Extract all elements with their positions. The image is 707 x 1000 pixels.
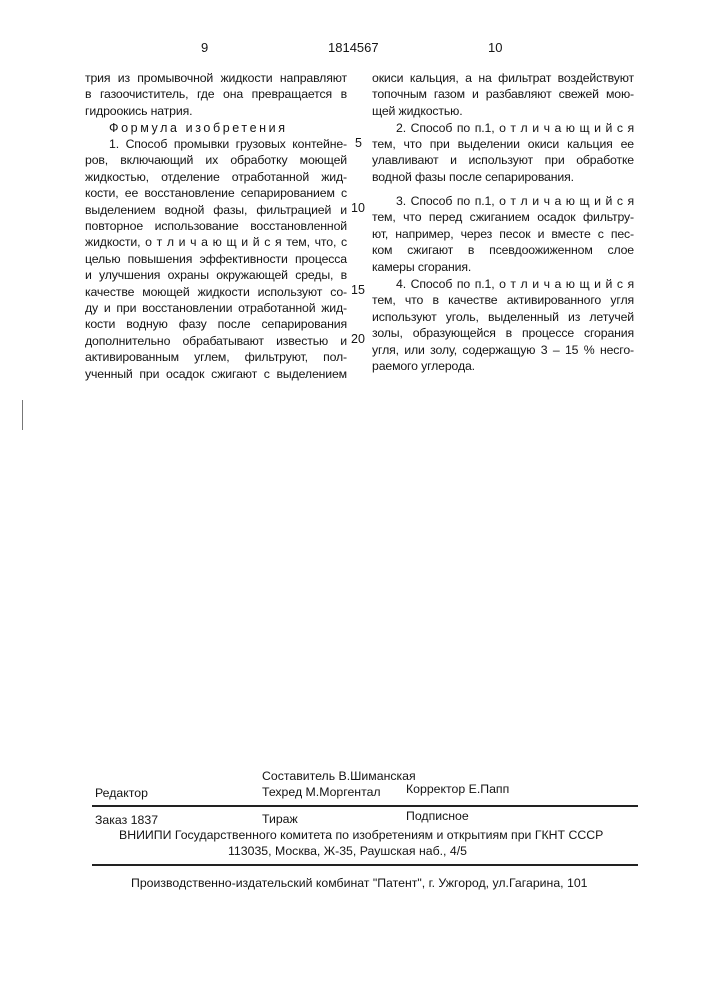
text-line: активированным углем, фильтруют, пол-	[85, 349, 347, 365]
text-line: 1. Способ промывки грузовых контейне-	[109, 136, 347, 152]
section-heading: Формула изобретения	[109, 120, 288, 136]
techred: Техред М.Моргентал	[262, 785, 381, 799]
subscription: Подписное	[406, 809, 469, 823]
text-line: трия из промывочной жидкости направляют	[85, 70, 347, 86]
text-line: кости, ее восстановление сепарированием с	[85, 185, 347, 201]
text-line: используют уголь, выделенный из летучей	[372, 309, 634, 325]
text-line: камеры сгорания.	[372, 259, 634, 275]
text-line: тем, что при выделении окиси кальция ее	[372, 136, 634, 152]
text-line: водной фазы после сепарирования.	[372, 169, 634, 185]
text-line: улавливают и используют при обработке	[372, 152, 634, 168]
text-line: дополнительно обрабатывают известью и	[85, 333, 347, 349]
divider	[92, 805, 638, 807]
text-line: ют, например, через песок и вместе с пес-	[372, 226, 634, 242]
text-line: жидкостью, отделение отработанной жид-	[85, 169, 347, 185]
circulation: Тираж	[262, 812, 298, 826]
line-number-5: 5	[355, 136, 362, 150]
text-line: угля, или золу, содержащую 3 – 15 % несго-	[372, 342, 634, 358]
editor: Редактор	[95, 786, 148, 800]
text-line: 3. Способ по п.1, о т л и ч а ю щ и й с я	[396, 193, 634, 209]
text-line: щей жидкостью.	[372, 103, 634, 119]
scan-mark	[22, 400, 23, 430]
text-line: гидроокись натрия.	[85, 103, 347, 119]
text-line: тем, что перед сжиганием осадок фильтру-	[372, 209, 634, 225]
text-line: повторное использование восстановленной	[85, 218, 347, 234]
line-number-10: 10	[351, 201, 365, 215]
text-line: выделением водной фазы, фильтрацией и	[85, 202, 347, 218]
text-line: тем, что в качестве активированного угля	[372, 292, 634, 308]
compiler: Составитель В.Шиманская	[262, 769, 416, 783]
institution: ВНИИПИ Государственного комитета по изобретениям и открытиям при ГКНТ СССР	[119, 828, 603, 842]
page-number-right: 10	[488, 40, 502, 55]
text-line: 2. Способ по п.1, о т л и ч а ю щ и й с я	[396, 120, 634, 136]
corrector: Корректор Е.Папп	[406, 782, 509, 796]
publisher: Производственно-издательский комбинат "Патент", г. Ужгород, ул.Гагарина, 101	[131, 876, 588, 890]
text-line: в газоочиститель, где она превращается в	[85, 86, 347, 102]
text-line: ду и при восстановлении отработанной жид-	[85, 300, 347, 316]
line-number-15: 15	[351, 283, 365, 297]
text-line: ком сжигают в псевдоожиженном слое	[372, 242, 634, 258]
address: 113035, Москва, Ж-35, Раушская наб., 4/5	[228, 844, 467, 858]
page-number-left: 9	[201, 40, 208, 55]
text-line: топочным газом и разбавляют свежей мою-	[372, 86, 634, 102]
text-line: кости водную фазу после сепарирования	[85, 316, 347, 332]
text-line: золы, образующейся в процессе сгорания	[372, 325, 634, 341]
line-number-20: 20	[351, 332, 365, 346]
text-line: жидкости, о т л и ч а ю щ и й с я тем, что, с	[85, 234, 347, 250]
text-line: окиси кальция, а на фильтрат воздействуют	[372, 70, 634, 86]
patent-number: 1814567	[328, 40, 379, 55]
text-line: качестве моющей жидкости используют со-	[85, 284, 347, 300]
text-line: ров, включающий их обработку моющей	[85, 152, 347, 168]
text-line	[372, 177, 634, 193]
text-line: целью повышения эффективности процесса	[85, 251, 347, 267]
text-line: 4. Способ по п.1, о т л и ч а ю щ и й с я	[396, 276, 634, 292]
divider	[92, 864, 638, 866]
text-line: ученный при осадок сжигают с выделением	[85, 366, 347, 382]
order: Заказ 1837	[95, 813, 158, 827]
text-line: и улучшения охраны окружающей среды, в	[85, 267, 347, 283]
text-line: раемого углерода.	[372, 358, 634, 374]
